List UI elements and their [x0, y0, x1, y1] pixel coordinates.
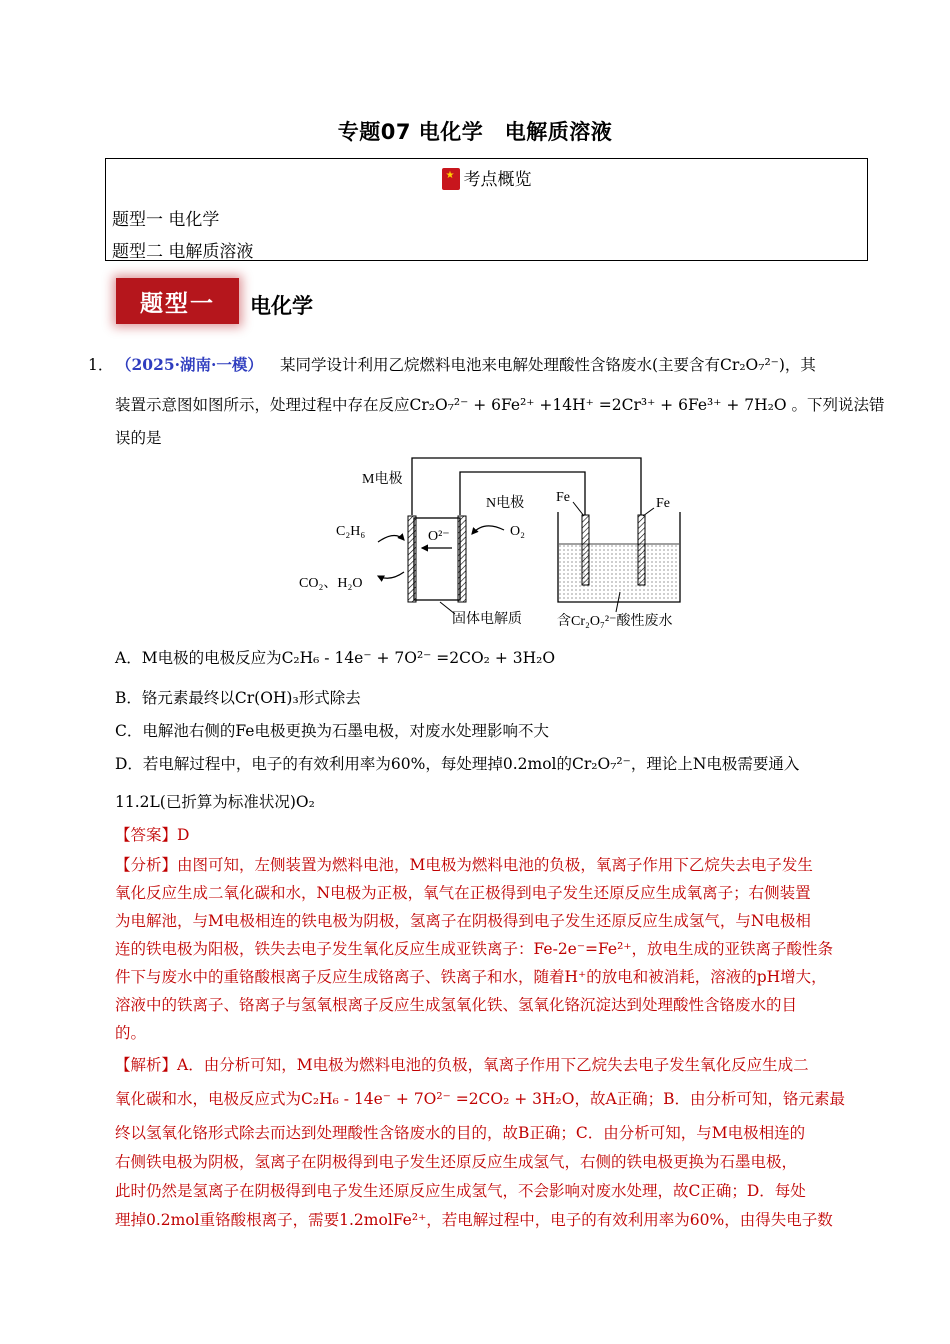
product-arrow — [378, 572, 404, 578]
analysis-line-2: 氧化反应生成二氧化碳和水，N电极为正极，氧气在正极得到电子发生还原反应生成氧离子；右侧装置 — [115, 884, 811, 902]
analysis-line-7: 的。 — [115, 1024, 147, 1042]
label-products: CO₂、H₂O — [299, 576, 363, 591]
fe-left-pointer — [573, 502, 584, 516]
option-b[interactable]: B．铬元素最终以Cr(OH)₃形式除去 — [115, 689, 361, 707]
analysis-line-6: 溶液中的铁离子、铬离子与氢氧根离子反应生成氢氧化铁、氢氧化铬沉淀达到处理酸性含铬废水的目 — [115, 996, 798, 1014]
c2h6-arrow — [378, 535, 404, 542]
answer-label: 【答案】D — [115, 826, 190, 844]
question-line-1: 某同学设计利用乙烷燃料电池来电解处理酸性含铬废水(主要含有Cr₂O₇²⁻)，其 — [280, 356, 816, 374]
overview-box — [105, 158, 868, 261]
label-n-electrode: N电极 — [486, 496, 525, 511]
book-icon — [442, 168, 460, 190]
explanation-line-1: 【解析】A．由分析可知，M电极为燃料电池的负极，氧离子作用下乙烷失去电子发生氧化反应生成二 — [115, 1056, 809, 1074]
label-fe-right: Fe — [656, 496, 670, 511]
explanation-line-6: 理掉0.2mol重铬酸根离子，需要1.2molFe²⁺，若电解过程中，电子的有效利用率为60%，由得失电子数 — [115, 1211, 833, 1229]
n-electrode-plate — [458, 516, 466, 602]
question-line-3: 误的是 — [115, 429, 162, 447]
fe-right-pointer — [643, 508, 654, 516]
label-fe-left: Fe — [556, 490, 570, 505]
label-c2h6: C₂H₆ — [336, 524, 366, 539]
explanation-line-5: 此时仍然是氢离子在阴极得到电子发生还原反应生成氢气，不会影响对废水处理，故C正确；D．每处 — [115, 1182, 806, 1200]
explanation-line-2: 氧化碳和水，电极反应式为C₂H₆ - 14e⁻ + 7O²⁻ =2CO₂ + 3H₂O，故A正确；B．由分析可知，铬元素最 — [115, 1090, 846, 1108]
analysis-line-4: 连的铁电极为阳极，铁失去电子发生氧化反应生成亚铁离子：Fe-2e⁻=Fe²⁺，放电生成的亚铁离子酸性条 — [115, 940, 833, 958]
apparatus-diagram — [290, 452, 690, 634]
overview-heading-text: 考点概览 — [463, 170, 532, 190]
overview-item-2[interactable]: 题型二 电解质溶液 — [112, 242, 254, 262]
question-number: 1． — [88, 356, 114, 374]
fe-electrode-left — [582, 515, 589, 585]
fe-electrode-right — [638, 515, 645, 585]
label-o2: O₂ — [510, 524, 525, 539]
question-line-2: 装置示意图如图所示，处理过程中存在反应Cr₂O₇²⁻ + 6Fe²⁺ +14H⁺ =2Cr³⁺ + 6Fe³⁺ + 7H₂O 。下列说法错 — [115, 396, 885, 414]
overview-heading — [106, 165, 867, 190]
analysis-line-1: 【分析】由图可知，左侧装置为燃料电池，M电极为燃料电池的负极，氧离子作用下乙烷失去电子发生 — [115, 856, 813, 874]
m-electrode-plate — [408, 516, 416, 602]
wire-outer — [412, 458, 641, 515]
overview-item-1[interactable]: 题型一 电化学 — [112, 210, 220, 230]
analysis-line-5: 件下与废水中的重铬酸根离子反应生成铬离子、铁离子和水，随着H⁺的放电和被消耗，溶液的pH增大， — [115, 968, 827, 986]
explanation-line-4: 右侧铁电极为阴极，氢离子在阴极得到电子发生还原反应生成氢气，右侧的铁电极更换为石墨电极， — [115, 1153, 798, 1171]
analysis-line-3: 为电解池，与M电极相连的铁电极为阴极，氢离子在阴极得到电子发生还原反应生成氢气，与N电极相 — [115, 912, 811, 930]
option-a[interactable]: A．M电极的电极反应为C₂H₆ - 14e⁻ + 7O²⁻ =2CO₂ + 3H₂O — [115, 649, 556, 667]
label-electrolyte: 固体电解质 — [452, 612, 522, 627]
label-m-electrode: M电极 — [362, 472, 403, 487]
o2-arrow — [472, 526, 504, 534]
label-o2-ion: O²⁻ — [428, 529, 450, 544]
section-banner: 题型一 — [116, 278, 239, 324]
section-label: 电化学 — [250, 294, 313, 318]
option-c[interactable]: C．电解池右侧的Fe电极更换为石墨电极，对废水处理影响不大 — [115, 722, 549, 740]
waste-solution — [559, 544, 679, 601]
question-source: （2025·湖南·一模） — [116, 355, 263, 374]
option-d-line-1[interactable]: D．若电解过程中，电子的有效利用率为60%，每处理掉0.2mol的Cr₂O₇²⁻，理论上N电极需要通入 — [115, 755, 800, 773]
explanation-line-3: 终以氢氧化铬形式除去而达到处理酸性含铬废水的目的，故B正确；C．由分析可知，与M电极相连的 — [115, 1124, 806, 1142]
label-waste: 含Cr₂O₇²⁻酸性废水 — [557, 614, 673, 629]
page-title: 专题07 电化学 电解质溶液 — [337, 120, 613, 144]
option-d-line-2[interactable]: 11.2L(已折算为标准状况)O₂ — [115, 793, 315, 811]
